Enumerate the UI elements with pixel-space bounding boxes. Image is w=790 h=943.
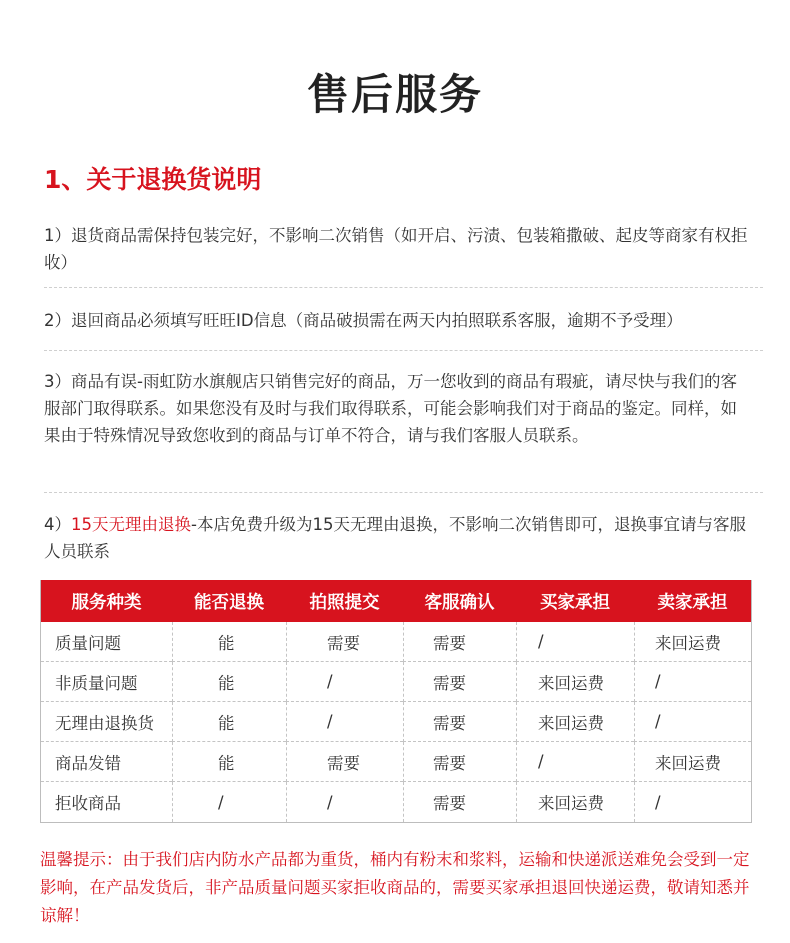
header-service-type: 服务种类 [71,592,142,613]
service-table [40,580,752,823]
table-cell: 拒收商品 [55,794,121,813]
table-cell: 来回运费 [516,702,634,742]
header-seller-pays: 卖家承担 [657,592,728,613]
table-cell: 能 [172,622,286,662]
table-cell: 来回运费 [634,742,751,782]
table-cell: / [172,782,286,822]
table-cell: 需要 [403,622,516,662]
policy-paragraph-3: 3）商品有误-雨虹防水旗舰店只销售完好的商品，万一您收到的商品有瑕疵，请尽快与我们的客服部门取得联系。如果您没有及时与我们取得联系，可能会影响我们对于商品的鉴定。同样，如果由于特殊情况导致您收到的商品与订单不符合，请与我们客服人员联系。 [44,372,737,445]
warm-reminder-notice: 温馨提示：由于我们店内防水产品都为重货，桶内有粉末和浆料，运输和快递派送难免会受到一定影响，在产品发货后，非产品质量问题买家拒收商品的，需要买家承担退回快递运费，敬请知悉并谅解！ [40,850,750,925]
table-row [41,702,751,742]
header-service-confirm: 客服确认 [424,592,495,613]
header-buyer-pays: 买家承担 [540,592,610,613]
table-cell: / [516,742,634,782]
table-cell: 需要 [286,622,403,662]
table-cell: 能 [172,662,286,702]
table-cell: / [634,782,751,822]
paragraph-4-rest: -本店免费升级为15天无理由退换，不影响二次销售即可，退换事宜请与客服人员联系 [44,515,746,561]
table-cell: 需要 [403,702,516,742]
table-cell: / [286,782,403,822]
table-row [41,782,751,822]
table-cell: 来回运费 [634,622,751,662]
paragraph-4-prefix: 4） [44,515,71,534]
no-reason-return-highlight: 15天无理由退换 [71,515,191,534]
table-cell: 商品发错 [41,742,172,782]
table-cell: 能 [172,702,286,742]
table-cell: 质量问题 [41,622,172,662]
table-cell: 非质量问题 [41,662,172,702]
divider [44,287,763,288]
header-returnable: 能否退换 [194,592,264,613]
section-heading: 1、关于退换货说明 [44,165,262,194]
policy-paragraph-4 [44,511,750,565]
table-cell: 来回运费 [516,662,634,702]
divider [44,350,763,351]
table-cell: / [634,662,751,702]
table-row [41,622,751,662]
table-cell: / [286,662,403,702]
table-cell: 需要 [403,742,516,782]
table-cell: 需要 [403,662,516,702]
table-cell: 来回运费 [516,782,634,822]
policy-paragraph-1: 1）退货商品需保持包装完好，不影响二次销售（如开启、污渍、包装箱撒破、起皮等商家有权拒收） [44,226,748,272]
table-row [41,662,751,702]
table-header-row [41,580,751,622]
table-cell: / [286,702,403,742]
table-cell: 需要 [286,742,403,782]
page-title: 售后服务 [306,70,483,119]
table-cell: / [634,702,751,742]
header-photo-submit: 拍照提交 [309,592,380,613]
policy-paragraph-2: 2）退回商品必须填写旺旺ID信息（商品破损需在两天内拍照联系客服，逾期不予受理） [44,311,683,330]
table-cell: 能 [172,742,286,782]
table-row [41,742,751,782]
divider [44,492,763,493]
table-cell: 无理由退换货 [41,702,172,742]
table-cell: 需要 [403,782,516,822]
table-cell: / [516,622,634,662]
